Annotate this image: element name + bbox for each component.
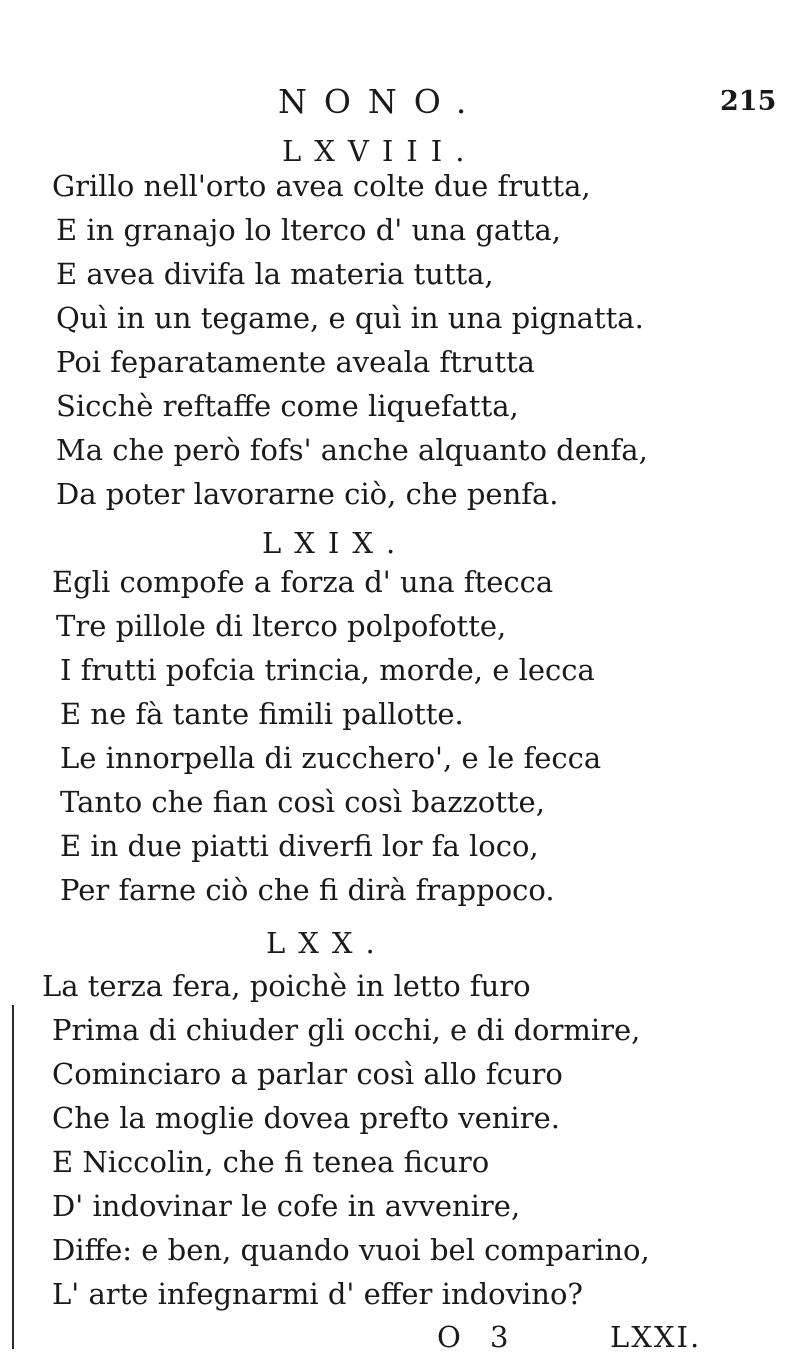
catchword: LXXI. (610, 1320, 702, 1354)
verse-line: Poi feparatamente aveala ftrutta (56, 345, 535, 379)
verse-line: Per farne ciò che fi dirà frappoco. (60, 873, 555, 907)
verse-line: Tre pillole di lterco polpofotte, (56, 609, 507, 643)
signature-mark: O 3 (437, 1320, 519, 1354)
running-title: NONO. (278, 82, 484, 121)
verse-line: Egli compofe a forza d' una ftecca (52, 565, 554, 599)
verse-line: Le innorpella di zucchero', e le fecca (60, 741, 602, 775)
verse-line: E ne fà tante fimili pallotte. (60, 697, 464, 731)
verse-line: Ma che però fofs' anche alquanto denfa, (56, 433, 648, 467)
page-footer (0, 1320, 800, 1356)
verse-line: E avea divifa la materia tutta, (56, 257, 494, 291)
stanza-number: LXVIII. (282, 134, 478, 168)
verse-line: E in due piatti diverfi lor fa loco, (60, 829, 539, 863)
verse-line: Tanto che fian così così bazzotte, (60, 785, 545, 819)
verse-line: Diffe: e ben, quando vuoi bel comparino, (52, 1233, 650, 1267)
verse-line: I frutti pofcia trincia, morde, e lecca (60, 653, 595, 687)
verse-line: L' arte infegnarmi d' effer indovino? (52, 1277, 583, 1311)
verse-line: La terza fera, poichè in letto furo (42, 969, 531, 1003)
verse-line: D' indovinar le cofe in avvenire, (52, 1189, 521, 1223)
verse-line: Sicchè reftaffe come liquefatta, (56, 389, 519, 423)
verse-line: Grillo nell'orto avea colte due frutta, (52, 169, 591, 203)
page-number: 215 (720, 86, 777, 117)
page-header (0, 82, 800, 122)
stanza-number: LXIX. (262, 526, 409, 560)
verse-line: Da poter lavorarne ciò, che penfa. (56, 477, 559, 511)
margin-rule (12, 1005, 14, 1349)
verse-line: Che la moglie dovea prefto venire. (52, 1101, 560, 1135)
verse-line: Prima di chiuder gli occhi, e di dormire, (52, 1013, 641, 1047)
verse-line: E Niccolin, che fi tenea ficuro (52, 1145, 490, 1179)
verse-line: Quì in un tegame, e quì in una pignatta. (56, 301, 644, 335)
verse-line: E in granajo lo lterco d' una gatta, (56, 213, 562, 247)
stanza-number: LXX. (266, 926, 388, 960)
verse-line: Cominciaro a parlar così allo fcuro (52, 1057, 563, 1091)
